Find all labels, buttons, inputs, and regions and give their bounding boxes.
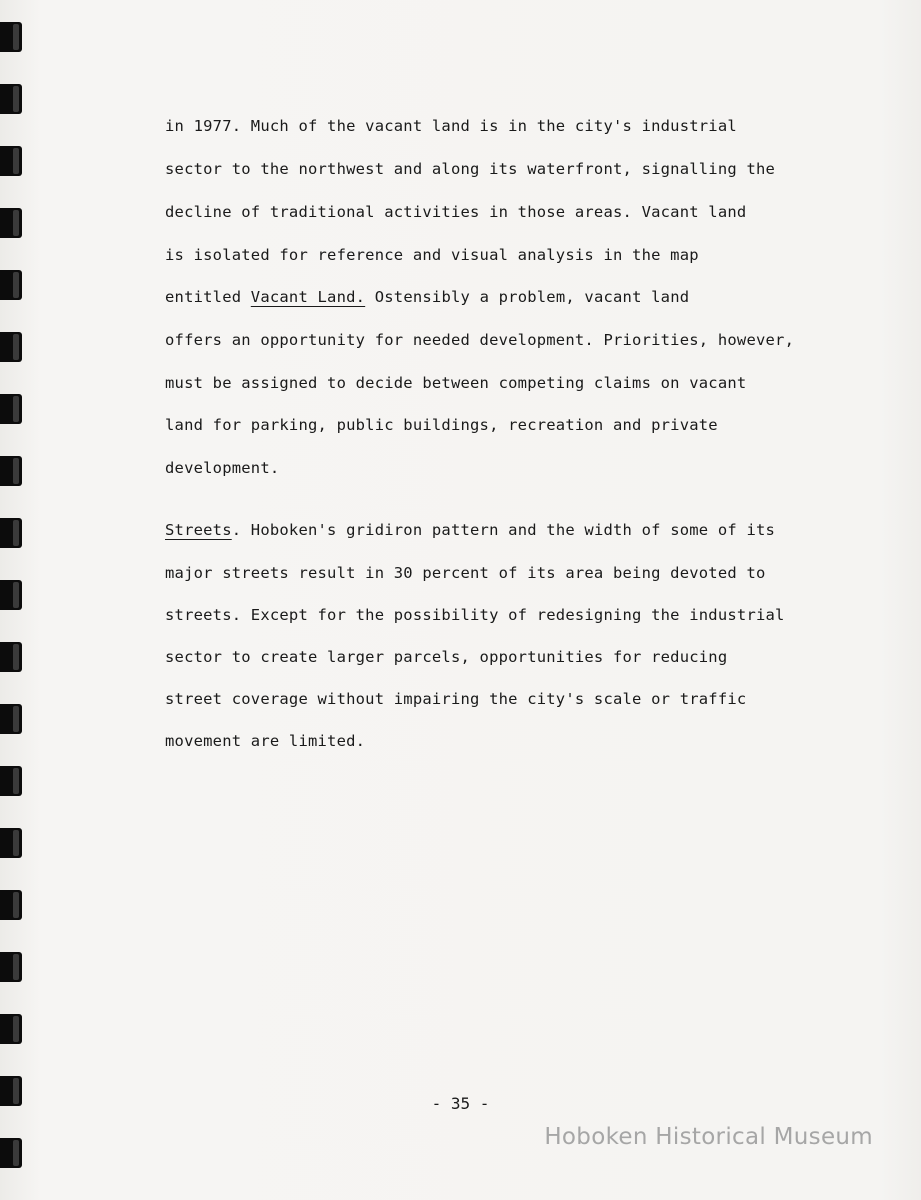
map-title-vacant-land: Vacant Land.	[250, 288, 366, 306]
text-line: development.	[165, 459, 280, 477]
text-line: must be assigned to decide between competing claims on vacant	[165, 374, 747, 392]
text-line: streets. Except for the possibility of redesigning the industrial	[165, 606, 785, 624]
text-line-with-map-title	[165, 288, 689, 306]
binding-ring	[0, 518, 22, 548]
text-line-with-heading	[165, 521, 775, 539]
text-line: offers an opportunity for needed development. Priorities, however,	[165, 331, 795, 349]
text-line: land for parking, public buildings, recreation and private	[165, 416, 718, 434]
binding-ring	[0, 890, 22, 920]
text-line: in 1977. Much of the vacant land is in the city's industrial	[165, 117, 737, 135]
text-line: is isolated for reference and visual analysis in the map	[165, 246, 699, 264]
text-line: movement are limited.	[165, 732, 366, 750]
binding-ring	[0, 208, 22, 238]
spiral-binding	[0, 0, 28, 1200]
binding-ring	[0, 1138, 22, 1168]
page-number: - 35 -	[431, 1094, 490, 1113]
binding-ring	[0, 642, 22, 672]
text-fragment: Ostensibly a problem, vacant land	[365, 288, 690, 306]
text-fragment: entitled	[165, 288, 251, 306]
text-fragment: . Hoboken's gridiron pattern and the width of some of its	[231, 521, 776, 539]
binding-ring	[0, 22, 22, 52]
binding-ring	[0, 394, 22, 424]
text-line: sector to the northwest and along its waterfront, signalling the	[165, 160, 776, 178]
binding-ring	[0, 332, 22, 362]
binding-ring	[0, 456, 22, 486]
binding-ring	[0, 84, 22, 114]
binding-ring	[0, 146, 22, 176]
binding-ring	[0, 828, 22, 858]
section-heading-streets: Streets	[165, 521, 232, 539]
binding-ring	[0, 1014, 22, 1044]
binding-ring	[0, 270, 22, 300]
binding-ring	[0, 704, 22, 734]
text-line: sector to create larger parcels, opportunities for reducing	[165, 648, 728, 666]
museum-watermark: Hoboken Historical Museum	[544, 1124, 873, 1150]
text-line: street coverage without impairing the city's scale or traffic	[165, 690, 747, 708]
text-line: major streets result in 30 percent of its area being devoted to	[165, 564, 766, 582]
binding-ring	[0, 952, 22, 982]
text-line: decline of traditional activities in those areas. Vacant land	[165, 203, 747, 221]
binding-ring	[0, 766, 22, 796]
binding-ring	[0, 580, 22, 610]
